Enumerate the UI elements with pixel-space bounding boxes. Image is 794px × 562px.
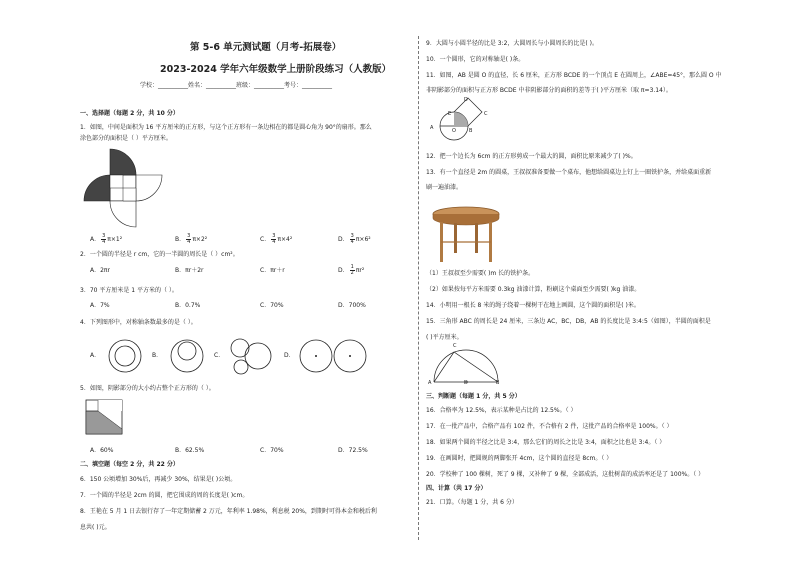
q2-text: 2．一个圆的半径是 r cm，它的一半圆的周长是（ ）cm²。 — [80, 251, 239, 258]
q4-option-a[interactable]: A． — [90, 352, 101, 359]
q17-text: 17．在一批产品中，合格产品有 102 件，不合格有 2 件，这批产品的合格率是 100%。（ ） — [426, 423, 673, 430]
q15-label-b: B — [496, 380, 500, 386]
q1-pinwheel-figure — [88, 154, 160, 224]
q13-subquestion-1: （1）王叔叔至少需要( )m 长的铁护条。 — [426, 270, 535, 277]
q5-option-d[interactable]: D．72.5% — [338, 447, 368, 454]
q13-text-line1: 13．有一个直径是 2m 的圆桌，王叔叔准备要做一个桌布，他想给圆桌边上钉上一圈铁护条，并给桌面重新 — [426, 169, 712, 176]
exam-title: 第 5-6 单元测试题（月考-拓展卷） — [190, 42, 342, 53]
q11-label-a: A — [430, 125, 434, 131]
q1-option-a[interactable]: A． $\frac{3}{4}$ π×1² — [90, 233, 123, 245]
q15-label-d: D — [464, 380, 468, 386]
q3-text: 3．70 平方厘米是 1 平方米的（ ）。 — [80, 287, 178, 294]
q19-text: 19．在画圆时，把圆规的两脚张开 4cm，这个圆的直径是 8cm。（ ） — [426, 455, 613, 462]
q5-option-a[interactable]: A．60% — [90, 447, 114, 454]
section-fill-heading: 二、填空题（每空 2 分，共 22 分） — [80, 461, 179, 468]
q2-option-b[interactable]: B．πr＋2r — [175, 267, 204, 274]
q5-option-b[interactable]: B．62.5% — [175, 447, 205, 454]
q2-option-a[interactable]: A．2πr — [90, 267, 111, 274]
q10-text: 10．一个圆形，它的对称轴是( )条。 — [426, 56, 525, 63]
q11-circle-square-figure — [430, 98, 492, 142]
q8-text-line1: 8．王艳在 5 月 1 日去银行存了一年定期储蓄 2 万元，年利率 1.98%，利息税 20%，到期时可得本金和税后利 — [80, 508, 377, 515]
column-divider — [418, 36, 419, 540]
exam-subtitle: 2023-2024 学年六年级数学上册阶段练习（人教版） — [160, 64, 392, 75]
q4-figure-a-concentric-circles — [107, 338, 143, 374]
q5-shaded-square-figure — [85, 399, 123, 435]
q20-text: 20．学校种了 100 棵树，死了 9 棵，又补种了 9 棵，全部成活，这批树苗的成活率还是了 100%。（ ） — [426, 471, 705, 478]
q3-option-d[interactable]: D．700% — [338, 302, 366, 309]
round-table-illustration — [430, 204, 502, 264]
q11-label-c: C — [484, 111, 488, 117]
q11-label-o: O — [452, 128, 456, 134]
q8-text-line2: 息共( )元。 — [80, 524, 111, 531]
q7-text: 7．一个圆的半径是 2cm 的圆，把它围成的周的长度是( )cm。 — [80, 492, 249, 499]
q2-option-c[interactable]: C．πr＋r — [260, 267, 285, 274]
q11-label-b: B — [469, 128, 473, 134]
q1-option-c[interactable]: C． $\frac{3}{4}$ π×4² — [260, 233, 293, 245]
q4-option-c[interactable]: C． — [214, 352, 225, 359]
q1-option-d[interactable]: D． $\frac{3}{4}$ π×6² — [338, 233, 371, 245]
q15-label-a: A — [428, 380, 432, 386]
q4-text: 4．下列图形中，对称轴条数最多的是（ ）。 — [80, 319, 197, 326]
q11-text-line1: 11．如图，AB 是圆 O 的直径，长 6 厘米，正方形 BCDE 的一个顶点 E 在圆周上，∠ABE=45°，那么圆 O 中 — [426, 72, 722, 79]
q18-text: 18．如果两个圆的半径之比是 3:4，那么它们的周长之比是 3:4，面积之比也是 3:4。（ ） — [426, 439, 666, 446]
q15-text-line2: ( )平方厘米。 — [426, 334, 463, 341]
q3-option-a[interactable]: A．7% — [90, 302, 110, 309]
q21-text: 21．口算。（每题 1 分，共 6 分） — [426, 499, 518, 506]
q4-figure-b-inner-tangent-circles — [169, 338, 205, 374]
section-judge-heading: 三、判断题（每题 1 分，共 5 分） — [426, 393, 521, 400]
q4-option-d[interactable]: D． — [284, 352, 295, 359]
q3-option-b[interactable]: B．0.7% — [175, 302, 201, 309]
q15-label-c: C — [453, 343, 457, 349]
section-choice-heading: 一、选择题（每题 2 分，共 10 分） — [80, 110, 179, 117]
q2-option-d[interactable]: D． $\frac{1}{2}$ πr² — [338, 264, 365, 276]
q6-text: 6．150 公顷增加 30%后，再减少 30%，结果是( )公顷。 — [80, 476, 237, 483]
q3-option-c[interactable]: C．70% — [260, 302, 284, 309]
q4-figure-c-three-circles — [228, 336, 274, 376]
q13-subquestion-2: （2）如果按每平方米需要 0.3kg 油漆计算，粉刷这个桌面至少需要( )kg 油漆。 — [426, 286, 641, 293]
q15-text-line1: 15．三角形 ABC 的周长是 24 厘米，三条边 AC，BC，DB，AB 的长度比是 3:4:5（如图），半圆的面积是 — [426, 318, 711, 325]
q5-option-c[interactable]: C．70% — [260, 447, 284, 454]
q12-text: 12．把一个边长为 6cm 的正方形剪成一个最大的圆，面积比原来减少了( )%。 — [426, 153, 637, 160]
q1-option-b[interactable]: B． $\frac{3}{4}$ π×2² — [175, 233, 208, 245]
q13-text-line2: 刷一遍油漆。 — [426, 184, 463, 191]
q9-text: 9．大圆与小圆半径的比是 3:2，大圆周长与小圆周长的比是( )。 — [426, 40, 598, 47]
student-info-fields: 学校：__________姓名：__________班级：__________考号：__________ — [140, 82, 333, 89]
q1-text-line1: 1．如图，中间是面积为 16 平方厘米的正方形，与这个正方形有一条边相在的都是圆心角为 90°的扇形。那么 — [80, 124, 372, 131]
q16-text: 16．合格率为 12.5%，表示某种是占比的 12.5%。（ ） — [426, 407, 577, 414]
q11-label-e: E — [448, 111, 452, 117]
q4-option-b[interactable]: B． — [152, 352, 163, 359]
q1-text-line2: 涂色部分的面积是（ ）平方厘米。 — [80, 135, 172, 142]
q5-text: 5．如图，阴影部分的大小约占整个正方形的（ ）。 — [80, 385, 215, 392]
q11-text-line2: 非阴影部分的面积与正方形 BCDE 中非阴影部分的面积的差等于( )平方厘米（取 π=3.14）。 — [426, 87, 672, 94]
q11-label-d: D — [464, 97, 468, 103]
q4-figure-d-two-circles — [298, 338, 368, 374]
section-calc-heading: 四、计算（共 17 分） — [426, 485, 487, 492]
q14-text: 14．小明用一根长 8 米的绳子绕着一棵树干在地上画圆，这个圆的面积是( )米。 — [426, 302, 640, 309]
